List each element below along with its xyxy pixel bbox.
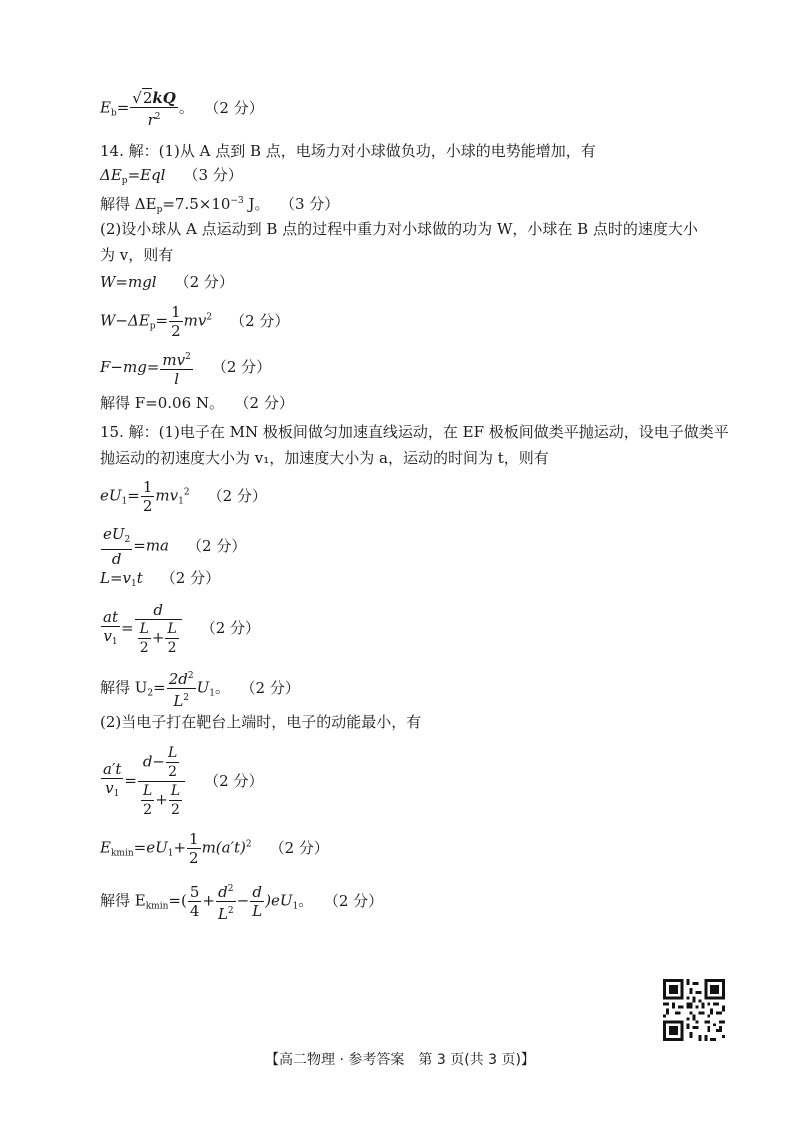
q15-eq7: $E_{kmin}=eU_1+$ $\frac{1}{2}$ $m(a't)^2$ （2 分） <box>100 830 329 867</box>
fraction: $\frac{1}{2}$ <box>142 478 153 515</box>
fraction: $\frac{2d^2}{L^2}$ <box>168 670 194 710</box>
fraction: $\frac{mv^2}{l}$ <box>162 351 191 388</box>
q15-part2: (2)当电子打在靶台上端时，电子的动能最小，有 <box>100 713 422 731</box>
q14-part2-line1: (2)设小球从 A 点运动到 B 点的过程中重力对小球做的功为 W，小球在 B 点时的速度大小 <box>100 220 698 238</box>
fraction: $\frac{eU_2}{d}$ <box>103 525 131 568</box>
q15-eq8: 解得 $E_{kmin}=$( $\frac{5}{4}$ + $\frac{d^2}{L^2}$ − $\frac{d}{L}$ )$eU_1$。 （2 分） <box>100 880 383 923</box>
page-footer: 【高二物理 · 参考答案 第 3 页(共 3 页)】 <box>265 1052 535 1068</box>
q15-intro-line2: 抛运动的初速度大小为 v₁，加速度大小为 a，运动的时间为 t，则有 <box>100 449 549 467</box>
q15-eq2: $\frac{eU_2}{d}$ =ma （2 分） <box>103 525 247 568</box>
q15-eq5: 解得 $U_2=$ $\frac{2d^2}{L^2}$ $U_1$。 （2 分） <box>100 667 300 710</box>
fraction: $\frac{d^2}{L^2}$ <box>217 883 234 923</box>
q14-eq3: W=mgl （2 分） <box>100 273 234 291</box>
q14-eq6: 解得 F=0.06 N。 （2 分） <box>100 394 294 412</box>
q15-eq3: $L=v_1t$ （2 分） <box>100 569 221 589</box>
fraction: d− $\frac{L}{2}$ $\frac{L}{2}$ + $\frac{L}{2}$ <box>138 744 185 819</box>
fraction: $\frac{1}{2}$ <box>189 830 199 867</box>
formula-eb: $E_b=$ $\frac{√2kQ}{r^2}$ 。 （2 分） <box>100 89 264 129</box>
q15-eq4: $\frac{at}{v_1}$ = d $\frac{L}{2}$ + $\frac{L}{2}$ （2 分） <box>103 601 261 656</box>
qr-code-icon <box>663 979 725 1041</box>
q14-eq5: F−mg= $\frac{mv^2}{l}$ （2 分） <box>100 348 271 388</box>
q14-eq2: 解得 $\Delta E_p=7.5\times 10^{-3}$ J。 （3 分） <box>100 195 340 215</box>
q14-intro: 14. 解：(1)从 A 点到 B 点，电场力对小球做负功，小球的电势能增加，有 <box>100 142 596 160</box>
fraction: $\frac{a't}{v_1}$ <box>101 760 123 803</box>
q15-eq1: $eU_1=$ $\frac{1}{2}$ $mv_1^2$ （2 分） <box>100 478 267 515</box>
q14-eq1: $\Delta E_p=Eql$ （3 分） <box>100 166 243 186</box>
q15-intro-line1: 15. 解：(1)电子在 MN 极板间做匀加速直线运动，在 EF 极板间做类平抛运动，设电子做类平 <box>100 423 729 441</box>
q14-part2-line2: 为 v，则有 <box>100 246 174 264</box>
q14-eq4: $W-\Delta E_p=$ $\frac{1}{2}$ $mv^2$ （2 分） <box>100 303 290 340</box>
fraction: $\frac{5}{4}$ <box>189 883 200 920</box>
q15-eq6: $\frac{a't}{v_1}$ = d− $\frac{L}{2}$ $\frac{L}{2}$ + $\frac{L}{2}$ （2 分） <box>103 745 264 818</box>
fraction: $\frac{d}{L}$ <box>252 883 263 920</box>
fraction: $\frac{1}{2}$ <box>171 303 181 340</box>
fraction: $\frac{at}{v_1}$ <box>101 608 120 651</box>
fraction: d $\frac{L}{2}$ + $\frac{L}{2}$ <box>135 601 182 657</box>
fraction: $\frac{√2kQ}{r^2}$ <box>132 89 176 129</box>
